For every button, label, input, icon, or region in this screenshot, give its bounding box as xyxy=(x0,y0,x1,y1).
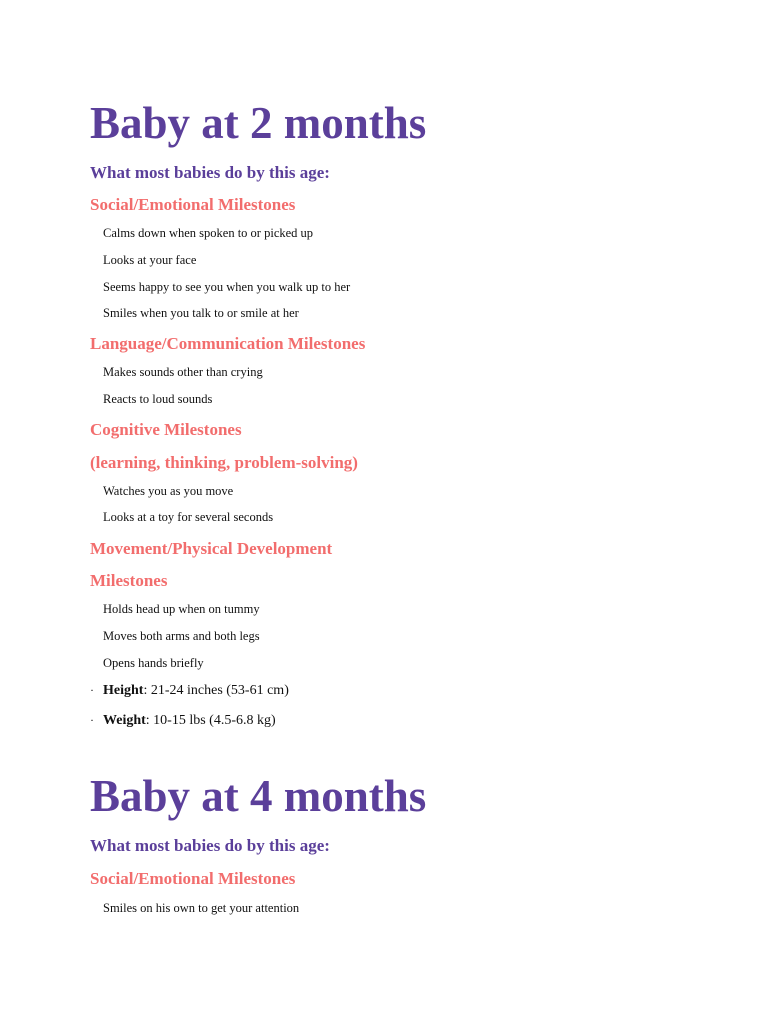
milestone-item: Moves both arms and both legs xyxy=(103,629,260,643)
bullet: · xyxy=(90,713,94,727)
cognitive-heading: Cognitive Milestones xyxy=(90,420,242,439)
language-communication-heading: Language/Communication Milestones xyxy=(90,334,366,353)
cognitive-subheading: (learning, thinking, problem-solving) xyxy=(90,453,358,472)
height-value: : 21-24 inches (53-61 cm) xyxy=(143,683,289,698)
weight-value: : 10-15 lbs (4.5-6.8 kg) xyxy=(145,713,276,728)
height-label: Height xyxy=(103,683,144,698)
milestone-item: Watches you as you move xyxy=(103,484,234,498)
weight-label: Weight xyxy=(103,713,146,728)
section-title-2-months: Baby at 2 months xyxy=(90,98,427,148)
milestone-item: Smiles on his own to get your attention xyxy=(103,901,300,915)
social-emotional-heading: Social/Emotional Milestones xyxy=(90,869,296,888)
milestone-item: Makes sounds other than crying xyxy=(103,365,263,379)
section-title-4-months: Baby at 4 months xyxy=(90,771,427,821)
bullet: · xyxy=(90,683,94,697)
movement-heading-line2: Milestones xyxy=(90,571,168,590)
height-stat xyxy=(90,684,289,698)
section-intro: What most babies do by this age: xyxy=(90,836,330,855)
milestone-item: Reacts to loud sounds xyxy=(103,392,213,406)
section-intro: What most babies do by this age: xyxy=(90,163,330,182)
movement-heading-line1: Movement/Physical Development xyxy=(90,539,333,558)
milestone-item: Looks at a toy for several seconds xyxy=(103,510,274,524)
milestone-item: Opens hands briefly xyxy=(103,656,204,670)
social-emotional-heading: Social/Emotional Milestones xyxy=(90,195,296,214)
milestone-item: Calms down when spoken to or picked up xyxy=(103,226,314,240)
milestone-item: Smiles when you talk to or smile at her xyxy=(103,306,299,320)
milestone-item: Holds head up when on tummy xyxy=(103,602,260,616)
weight-stat xyxy=(90,714,276,728)
milestone-item: Seems happy to see you when you walk up to her xyxy=(103,280,351,294)
milestone-item: Looks at your face xyxy=(103,253,197,267)
